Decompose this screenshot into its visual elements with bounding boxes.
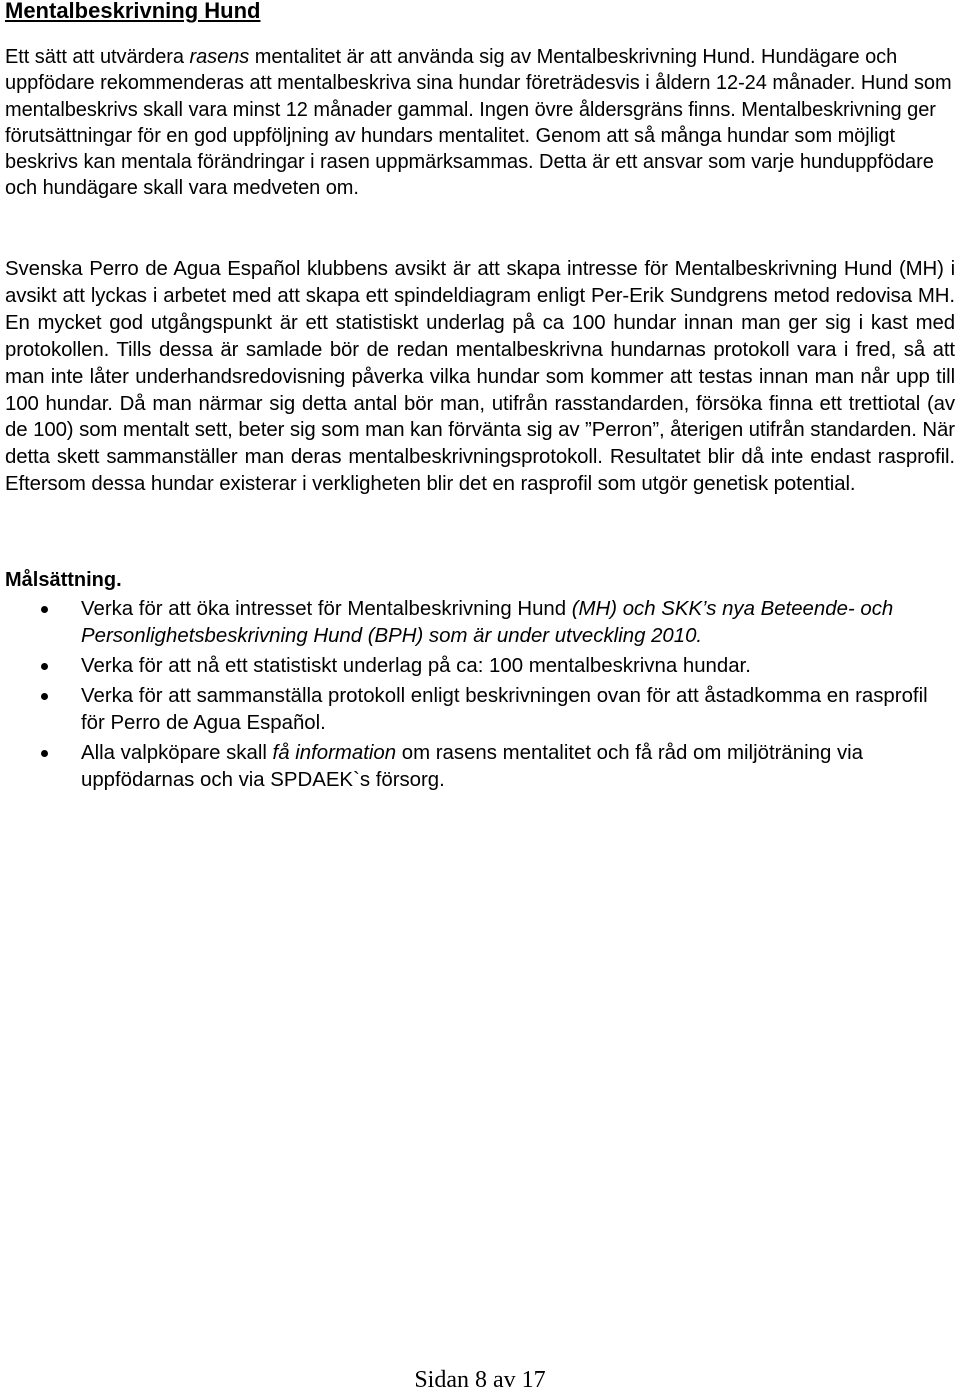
goal-1-text: Verka för att öka intresset för Mentalbeskrivning Hund (81, 598, 572, 620)
goal-4-text-end: om rasens mentalitet och få råd om miljöträning via uppfödarnas och via SPDAEK`s försorg. (81, 742, 864, 791)
bullet-icon (41, 693, 48, 700)
intro-italic-word: rasens (189, 46, 250, 68)
goals-list (5, 596, 955, 797)
goal-item-2 (5, 653, 955, 680)
page-title: Mentalbeskrivning Hund (5, 0, 261, 23)
goal-item-1 (5, 596, 955, 650)
club-intent-paragraph: Svenska Perro de Agua Español klubbens avsikt är att skapa intresse för Mentalbeskrivning Hund (MH) i avsikt att lyckas i arbetet med att skapa ett spindeldiagram enligt Per-Erik Sundgrens metod redovisa MH. En mycket god utgångspunkt är ett statistiskt underlag på ca 100 hundar innan man ger sig i kast med protokollen. Tills dessa är samlade bör de redan mentalbeskrivna hundarnas protokoll vara i fred, så att man inte låter underhandsredovisning påverka vilka hundar som kommer att testas innan man når upp till 100 hundar. Då man närmar sig detta antal bör man, utifrån rasstandarden, försöka finna ett trettiotal (av de 100) som mentalt sett, beter sig som man kan förvänta sig av ”Perron”, återigen utifrån standarden. När detta skett sammanställer man deras mentalbeskrivningsprotokoll. Resultatet blir då inte endast rasprofil. Eftersom dessa hundar existerar i verkligheten blir det en rasprofil som utgör genetisk potential. (5, 258, 955, 496)
goal-4-italic-text: få information (272, 742, 397, 764)
bullet-icon (41, 663, 48, 670)
goal-item-4 (5, 740, 955, 794)
intro-paragraph (5, 44, 955, 202)
intro-text-start: Ett sätt att utvärdera (5, 46, 190, 68)
page-number: Sidan 8 av 17 (414, 1367, 546, 1393)
page-footer (0, 1366, 960, 1394)
goals-heading: Målsättning. (5, 569, 122, 591)
goal-2-text: Verka för att nå ett statistiskt underlag på ca: 100 mentalbeskrivna hundar. (81, 655, 751, 677)
goal-item-3 (5, 683, 955, 737)
goal-1-italic-text: (MH) och SKK’s nya Beteende- och Personlighetsbeskrivning Hund (BPH) som är under utveckling 2010. (81, 598, 894, 647)
goal-4-text-start: Alla valpköpare skall (81, 742, 273, 764)
bullet-icon (41, 606, 48, 613)
goal-3-text: Verka för att sammanställa protokoll enligt beskrivningen ovan för att åstadkomma en rasprofil för Perro de Agua Español. (81, 685, 928, 734)
intro-text-rest: mentalitet är att använda sig av Mentalbeskrivning Hund. Hundägare och uppfödare rekommenderas att mentalbeskriva sina hundar företrädesvis i åldern 12-24 månader. Hund som mentalbeskrivs skall vara minst 12 månader gammal. Ingen övre åldersgräns finns. Mentalbeskrivning ger förutsättningar för en god uppföljning av hundars mentalitet. Genom att så många hundar som möjligt beskrivs kan mentala förändringar i rasen uppmärksammas. Detta är ett ansvar som varje hunduppfödare och hundägare skall vara medveten om. (5, 46, 952, 200)
bullet-icon (41, 750, 48, 757)
